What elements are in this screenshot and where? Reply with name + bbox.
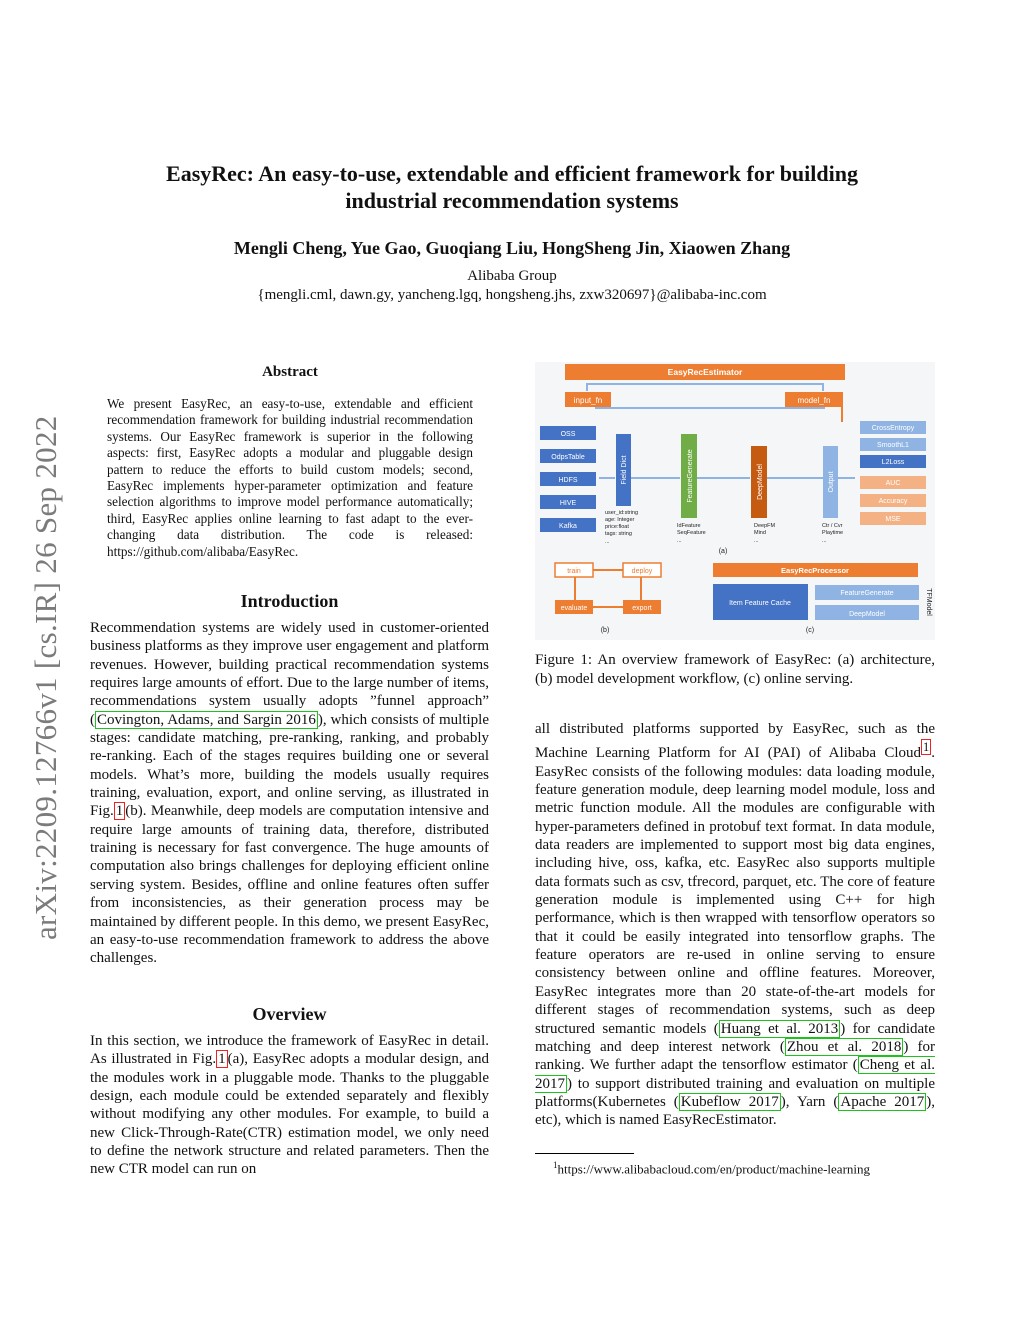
- metric-label: AUC: [885, 480, 901, 487]
- affiliation: Alibaba Group: [467, 268, 557, 284]
- source-label: OSS: [560, 431, 576, 438]
- workflow-label: export: [632, 605, 652, 612]
- paper-title: [100, 160, 924, 214]
- metric-label: MSE: [885, 516, 901, 523]
- right-text-6: ), Yarn (: [780, 1093, 839, 1110]
- figure-1: [535, 362, 935, 640]
- input-fn-label: input_fn: [573, 396, 603, 405]
- model-line: ...: [754, 538, 759, 544]
- model-fn-label: model_fn: [797, 396, 831, 405]
- field-dict-label: Field Dict: [621, 455, 628, 485]
- workflow-label: deploy: [631, 568, 653, 575]
- citation-kubeflow[interactable]: Kubeflow 2017: [680, 1093, 779, 1110]
- citation-apache[interactable]: Apache 2017: [840, 1093, 925, 1110]
- title-line-2: industrial recommendation systems: [345, 188, 679, 213]
- footnote-link[interactable]: 1: [923, 740, 930, 755]
- metric-label: SmoothL1: [877, 442, 909, 449]
- right-text-7: ), etc), which is named EasyRecEstimator.: [535, 1093, 935, 1129]
- citation-covington[interactable]: Covington, Adams, and Sargin 2016: [97, 711, 316, 728]
- workflow-label: evaluate: [560, 605, 588, 612]
- figure-ref-link[interactable]: 1: [218, 1051, 226, 1068]
- output-label: Output: [828, 471, 835, 493]
- schema-line: user_id:string: [605, 510, 639, 516]
- feature-line: SeqFeature: [677, 530, 706, 536]
- source-label: Kafka: [559, 523, 577, 530]
- feature-generate-label: FeatureGenerate: [687, 449, 694, 503]
- source-label: HDFS: [558, 477, 578, 484]
- citation-zhou[interactable]: Zhou et al. 2018: [786, 1038, 902, 1055]
- metric-label: Accuracy: [878, 498, 908, 505]
- title-line-1: EasyRec: An easy-to-use, extendable and efficient framework for building: [166, 161, 858, 186]
- introduction-text: [90, 619, 489, 968]
- tfmodel-label: TFModel: [925, 588, 932, 616]
- deep-model-label: DeepModel: [757, 464, 764, 500]
- citation-huang[interactable]: Huang et al. 2013: [720, 1020, 839, 1037]
- metric-label: CrossEntropy: [871, 425, 915, 432]
- serving-label: FeatureGenerate: [840, 590, 894, 597]
- intro-text-1: Recommendation systems are widely used in customer-oriented business platforms as they improve user engagement and platform revenues. However, building practical recommendation systems requires large amounts of effort. Due to the large number of items, recommendations system usually adopts ”funnel approach” (: [90, 620, 489, 728]
- authors: Mengli Cheng, Yue Gao, Guoqiang Liu, HongSheng Jin, Xiaowen Zhang: [233, 238, 791, 258]
- arxiv-stamp: arXiv:2209.12766v1 [cs.IR] 26 Sep 2022: [28, 415, 63, 940]
- right-text-4: ) for ranking. We further adapt the tensorflow estimator (: [535, 1038, 935, 1074]
- model-line: Mind: [754, 530, 766, 536]
- schema-line: age: Integer: [605, 517, 635, 523]
- right-text-3: ) for candidate matching and deep interest network (: [535, 1020, 936, 1055]
- right-column-text: [535, 720, 935, 1130]
- serving-label: DeepModel: [849, 611, 885, 618]
- footnote: [553, 1160, 870, 1177]
- right-text-1: all distributed platforms supported by EasyRec, such as the Machine Learning Platform for AI (PAI) of Alibaba Cloud: [535, 721, 935, 762]
- overview-heading: Overview: [252, 1004, 327, 1024]
- source-label: HIVE: [559, 500, 577, 507]
- estimator-label: EasyRecEstimator: [667, 367, 743, 377]
- label-b: (b): [600, 627, 610, 634]
- workflow-label: train: [567, 568, 581, 575]
- figure-caption: Figure 1: An overview framework of EasyRec: (a) architecture, (b) model development workflow, (c) online serving.: [535, 652, 935, 687]
- schema-line: price:float: [605, 524, 629, 530]
- schema-line: ...: [605, 539, 610, 545]
- item-cache-label: Item Feature Cache: [729, 600, 791, 607]
- right-text-5: ) to support distributed training and evaluation on multiple platforms(Kubernetes (: [535, 1075, 935, 1110]
- figure-ref-link[interactable]: 1: [115, 803, 124, 820]
- metric-label: L2Loss: [881, 459, 905, 466]
- abstract-heading: Abstract: [262, 364, 318, 380]
- output-line: Playtime: [822, 530, 844, 536]
- schema-line: tags: string: [605, 531, 632, 537]
- overview-text-1: In this section, we introduce the framework of EasyRec in detail. As illustrated in Fig.: [90, 1033, 489, 1068]
- footnote-rule: [535, 1153, 634, 1154]
- source-label: OdpsTable: [551, 454, 585, 461]
- label-c: (c): [805, 627, 815, 634]
- feature-line: ...: [677, 538, 682, 544]
- emails: {mengli.cml, dawn.gy, yancheng.lgq, hongsheng.jhs, zxw320697}@alibaba-inc.com: [257, 287, 767, 303]
- processor-label: EasyRecProcessor: [781, 566, 849, 575]
- intro-text-3: (b). Meanwhile, deep models are computation intensive and require large amounts of training data, therefore, distributed training is necessary for fast convergence. The huge amounts of computation also brings challenges for deploying efficient online serving system. Besides, offline and online features often suffer from inconsistencies, as their generation process may be maintained by different people. In this demo, we present EasyRec, an easy-to-use recommendation framework to address the above challenges.: [90, 803, 489, 967]
- model-line: DeepFM: [754, 523, 776, 529]
- introduction-heading: Introduction: [240, 591, 339, 611]
- footnote-mark: 1: [553, 1160, 558, 1170]
- overview-text: [90, 1032, 489, 1179]
- intro-text-2: ), which consists of multiple stages: candidate matching, pre-ranking, ranking, and probably re-ranking. Each of the stages requires building one or several models. What’s more, building the models usually requires training, evaluation, export, and online serving, as illustrated in Fig.: [90, 711, 489, 820]
- citation-cheng[interactable]: Cheng et al. 2017: [535, 1057, 935, 1092]
- label-a: (a): [718, 548, 728, 555]
- output-line: ...: [822, 538, 827, 544]
- abstract-text: We present EasyRec, an easy-to-use, extendable and efficient recommendation framework for building industrial recommendation systems. Our EasyRec framework is superior in the following aspects: first, EasyRec adopts a modular and pluggable design pattern to reduce the efforts to build custom models; second, EasyRec implements hyper-parameter optimization and feature selection algorithms to improve model performance automatically; third, EasyRec applies online learning to fast adapt to the ever-changing data distribution. The code is released: https://github.com/alibaba/EasyRec.: [107, 396, 473, 559]
- output-line: Ctr / Cvr: [822, 523, 843, 529]
- footnote-text: https://www.alibabacloud.com/en/product/machine-learning: [557, 1161, 871, 1177]
- feature-line: IdFeature: [677, 523, 701, 529]
- right-text-2: . EasyRec consists of the following modules: data loading module, feature generation module, deep learning model module, loss and metric function module. All the modules are configurable with hyper-parameters defined in protobuf text format. In data module, data readers are implemented to support most big data engines, including hive, oss, kafka, etc. EasyRec also supports multiple data formats such as csv, tfrecord, parquet, etc. The core of feature generation module is implemented using C++ for high performance, which is then wrapped with tensorflow operators so that it could be easily integrated into tensorflow graphs. The feature operators are re-used in online serving to ensure consistency between online and offline features. Moreover, EasyRec integrates more than 20 state-of-the-art models for different stages of recommendation systems, such as deep structured semantic models (: [535, 745, 935, 1037]
- overview-text-2: (a), EasyRec adopts a modular design, and the modules work in a pluggable mode. Thanks to the pluggable design, each module could be extended separately and flexibly without modifying any other modules. For example, to build a new Click-Through-Rate(CTR) estimation model, we only need to define the network structure and related parameters. Then the new CTR model can run on: [90, 1051, 489, 1178]
